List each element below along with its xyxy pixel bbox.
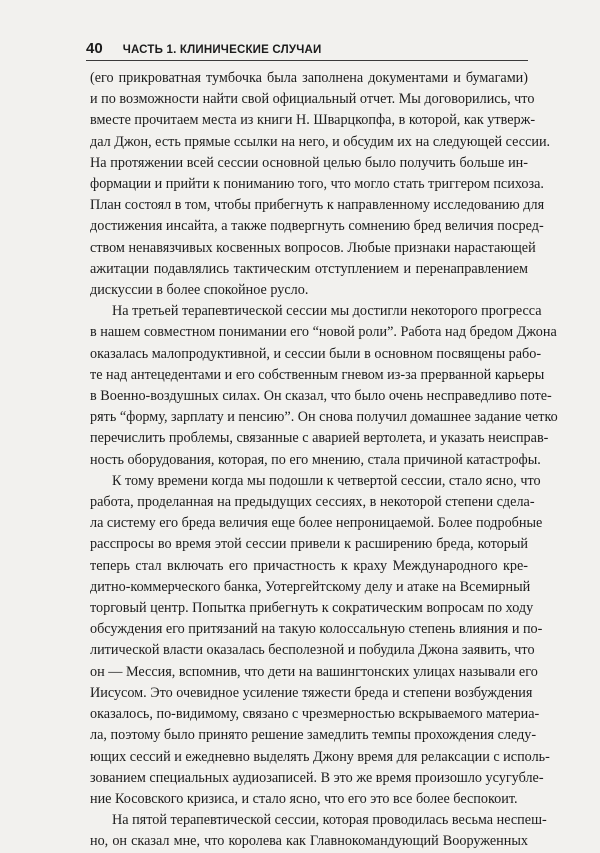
text-line: На протяжении всей сессии основной целью было получить больше ин- [90,154,528,171]
paragraph [90,68,551,301]
header-rule [86,60,528,61]
paragraph [90,301,558,471]
text-line: ющих сессий и ежедневно выделять Джону время для релаксации с исполь- [90,748,550,765]
text-line: ла, поэтому было принято решение замедлить темпы прохождения следу- [90,727,537,744]
text-line: вместе прочитаем места из книги Н. Шварцкопфа, в которой, как утверж- [90,112,536,129]
text-line: зованием специальных аудиозаписей. В это же время произошло усугубле- [90,769,544,786]
text-line: (его прикроватная тумбочка была заполнена документами и бумагами) [90,70,528,86]
body-text [90,68,558,853]
text-line: расспросы во время этой сессии привели к расширению бреда, который [90,536,528,553]
text-line: дал Джон, есть прямые ссылки на него, и обсудим их на следующей сессии. [90,133,551,150]
text-line: ла систему его бреда величия еще более непроницаемой. Более подробные [90,515,543,532]
text-line: достижения инсайта, а также подвергнуть сомнению бред величия посред- [90,218,544,235]
text-line: оказалась малопродуктивной, и сессии были в основном посвящены рабо- [90,345,542,362]
text-line: в нашем совместном понимании его “новой роли”. Работа над бредом Джона [90,324,557,341]
text-line: работа, проделанная на предыдущих сессиях, в некоторой степени сдела- [90,494,535,511]
text-line: те над антецедентами и его собственным гневом из-за прерванной карьеры [90,366,545,383]
text-line: торговый центр. Попытка прибегнуть к сократическим вопросам по ходу [90,600,534,617]
running-head: ЧАСТЬ 1. КЛИНИЧЕСКИЕ СЛУЧАИ [122,44,322,56]
text-line: План состоял в том, чтобы прибегнуть к направленному исследованию для [90,197,545,214]
text-line: К тому времени когда мы подошли к четвертой сессии, стало ясно, что [112,472,541,489]
text-line: но, он сказал мне, что королева как Главнокомандующий Вооруженных [90,833,528,850]
text-line: литической власти оказалась бесполезной и побудила Джона заявить, что [90,642,535,659]
text-line: перечислить проблемы, связанные с аварией вертолета, и указать неисправ- [90,430,549,447]
text-line: и по возможности найти свой официальный отчет. Мы договорились, что [90,91,535,108]
text-line: он — Мессия, вспомнив, что дети на вашингтонских улицах называли его [90,663,538,680]
text-line: рять “форму, зарплату и пенсию”. Он снова получил домашнее задание четко [90,409,558,426]
paragraph [90,471,550,810]
text-line: Иисусом. Это очевидное усиление тяжести бреда и степени возбуждения [90,684,533,701]
page-number: 40 [86,40,103,57]
text-line: На третьей терапевтической сессии мы достигли некоторого прогресса [112,303,542,320]
text-line: дитно-коммерческого банка, Уотергейтскому делу и атаке на Всемирный [90,578,531,595]
paragraph [90,810,547,852]
text-line: формации и прийти к пониманию того, что могло стать триггером психоза. [90,176,544,193]
text-line: На пятой терапевтической сессии, которая проводилась весьма неспеш- [112,812,547,829]
page-header [86,40,322,57]
text-line: ством ненавязчивых косвенных вопросов. Любые признаки нарастающей [90,239,536,256]
text-line: ность оборудования, которая, по его мнению, стала причиной катастрофы. [90,451,541,468]
text-line: ажитации подавлялись тактическим отступлением и перенаправлением [90,260,528,277]
text-line: оказалось, по-видимому, связано с чрезмерностью вскрываемого материа- [90,706,540,723]
text-line: ние Косовского кризиса, и стало ясно, что его это все более беспокоит. [90,790,518,807]
text-line: в Военно-воздушных силах. Он сказал, что было очень несправедливо поте- [90,388,552,405]
text-line: обсуждения его притязаний на такую колоссальную степень влияния и по- [90,621,543,638]
text-line: дискуссии в более спокойное русло. [90,282,309,299]
text-line: теперь стал включать его причастность к краху Международного кре- [90,557,528,574]
